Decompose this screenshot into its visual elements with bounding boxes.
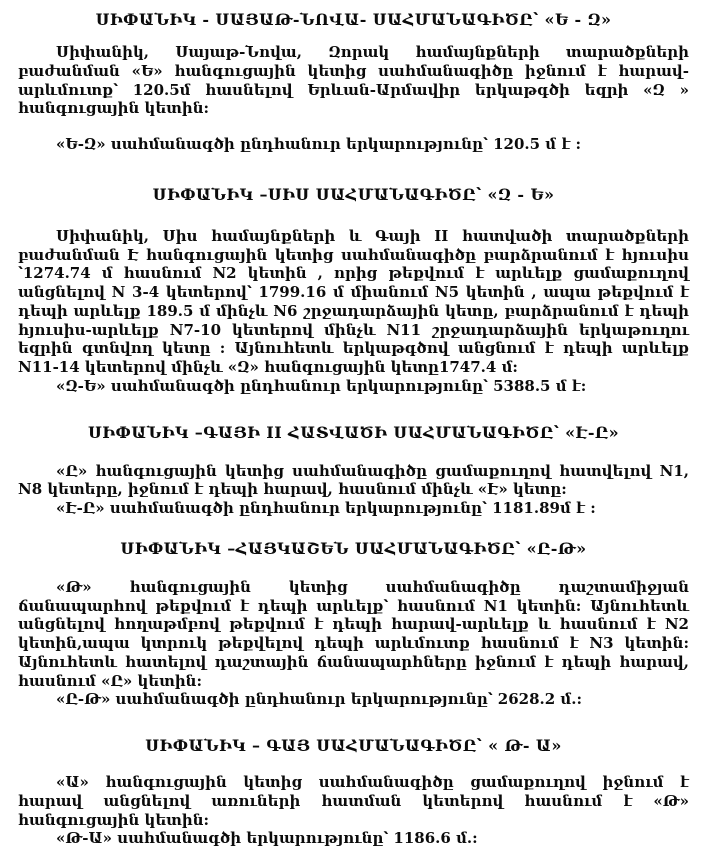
section-3-total-length: «Է-Ը» սահմանագծի ընդհանուր երկարությունը՝ 1181.89մ է :	[56, 499, 596, 517]
section-sipanik-sayat-nova	[18, 10, 689, 154]
section-2-title: ՍԻՓԱՆԻԿ –ՍԻՍ ՍԱՀՄԱՆԱԳԻԾԸ՝ «Զ - Ե»	[152, 184, 555, 204]
section-sipanik-gay	[18, 736, 689, 848]
section-3-title: ՍԻՓԱՆԻԿ –ԳԱՅԻ II ՀԱՏՎԱԾԻ ՍԱՀՄԱՆԱԳԻԾԸ՝ «Է-Ը»	[87, 422, 620, 442]
section-4-paragraph: «Թ» հանգուցային կետից սահմանագիծը դաշտամիջյան ճանապարհով թեքվում է դեպի արևելք՝ հասնում N1 կետին: Այնուհետև անցնելով հողաթմբով թեքվում է դեպի հարավ-արևելք և հասնում է N2 կետին,ապա կտրուկ թեքվելով դեպի արևմուտք հասնում է N3 կետին: Այնուհետև հատելով դաշտային ճանապարհները իջնում է դեպի հարավ, հասնում «Ը» կետին:	[18, 577, 689, 690]
section-1-total-length: «Ե-Զ» սահմանագծի ընդհանուր երկարությունը՝ 120.5 մ է :	[56, 135, 582, 153]
section-1-title: ՍԻՓԱՆԻԿ - ՍԱՅԱԹ-ՆՈՎԱ- ՍԱՀՄԱՆԱԳԻԾԸ՝ «Ե - Զ»	[95, 10, 612, 29]
section-sipanik-sis	[18, 185, 689, 396]
section-sipanik-haykashen	[18, 539, 689, 709]
section-sipanik-gayi-ii	[18, 423, 689, 518]
section-2-paragraph: Սիփանիկ, Սիս համայնքների և Գայի II հատվածի տարածքների բաժանման Է հանգուցային կետից սահմանագիծը բարձրանում է հյուսիս ՝1274.74 մ հասնում N2 կետին , որից թեքվում է արևելք ցամաքուղով անցնելով N 3-4 կետերով՝ 1799.16 մ միանում N5 կետին , ապա թեքվում է դեպի արևելք 189.5 մ մինչև N6 շրջադարձային կետը, բարձրանում է դեպի հյուսիս-արևելք N7-10 կետերով մինչև N11 շրջադարձային երկաթուղու եզրին գտնվող կետը : Այնուհետև երկաթգծով անցնում է դեպի արևելք N11-14 կետերով մինչև «Զ» հանգուցային կետը1747.4 մ:	[18, 226, 689, 376]
section-5-total-length: «Թ-Ա» սահմանագծի երկարությունը՝ 1186.6 մ.:	[56, 829, 478, 848]
section-4-title: ՍԻՓԱՆԻԿ –ՀԱՅԿԱՇԵՆ ՍԱՀՄԱՆԱԳԻԾԸ՝ «Ը-Թ»	[120, 538, 587, 558]
section-5-title: ՍԻՓԱՆԻԿ – ԳԱՅ ՍԱՀՄԱՆԱԳԻԾԸ՝ « Թ- Ա»	[145, 736, 562, 755]
section-4-total-length: «Ը-Թ» սահմանագծի ընդհանուր երկարությունը՝ 2628.2 մ.:	[56, 690, 583, 709]
section-2-total-length: «Զ-Ե» սահմանագծի ընդհանուր երկարությունը՝ 5388.5 մ է:	[56, 376, 587, 395]
section-5-paragraph: «Ա» հանգուցային կետից սահմանագիծը ցամաքուղով իջնում է հարավ անցնելով առուների հատման կետերով հասնում է «Թ» հանգուցային կետին:	[18, 773, 689, 829]
section-3-paragraph: «Ը» հանգուցային կետից սահմանագիծը ցամաքուղով հատվելով N1, N8 կետերը, իջնում է դեպի հարավ, հասնում մինչև «Է» կետը:	[18, 461, 689, 499]
section-1-paragraph: Սիփանիկ, Սայաթ-Նովա, Զորակ համայնքների տարածքների բաժանման «Ե» հանգուցային կետից սահմանագիծը իջնում է հարավ-արևմուտք՝ 120.5մ հասնելով Երևան-Արմավիր երկաթգծի եզրի «Զ » հանգուցային կետին:	[18, 43, 689, 118]
